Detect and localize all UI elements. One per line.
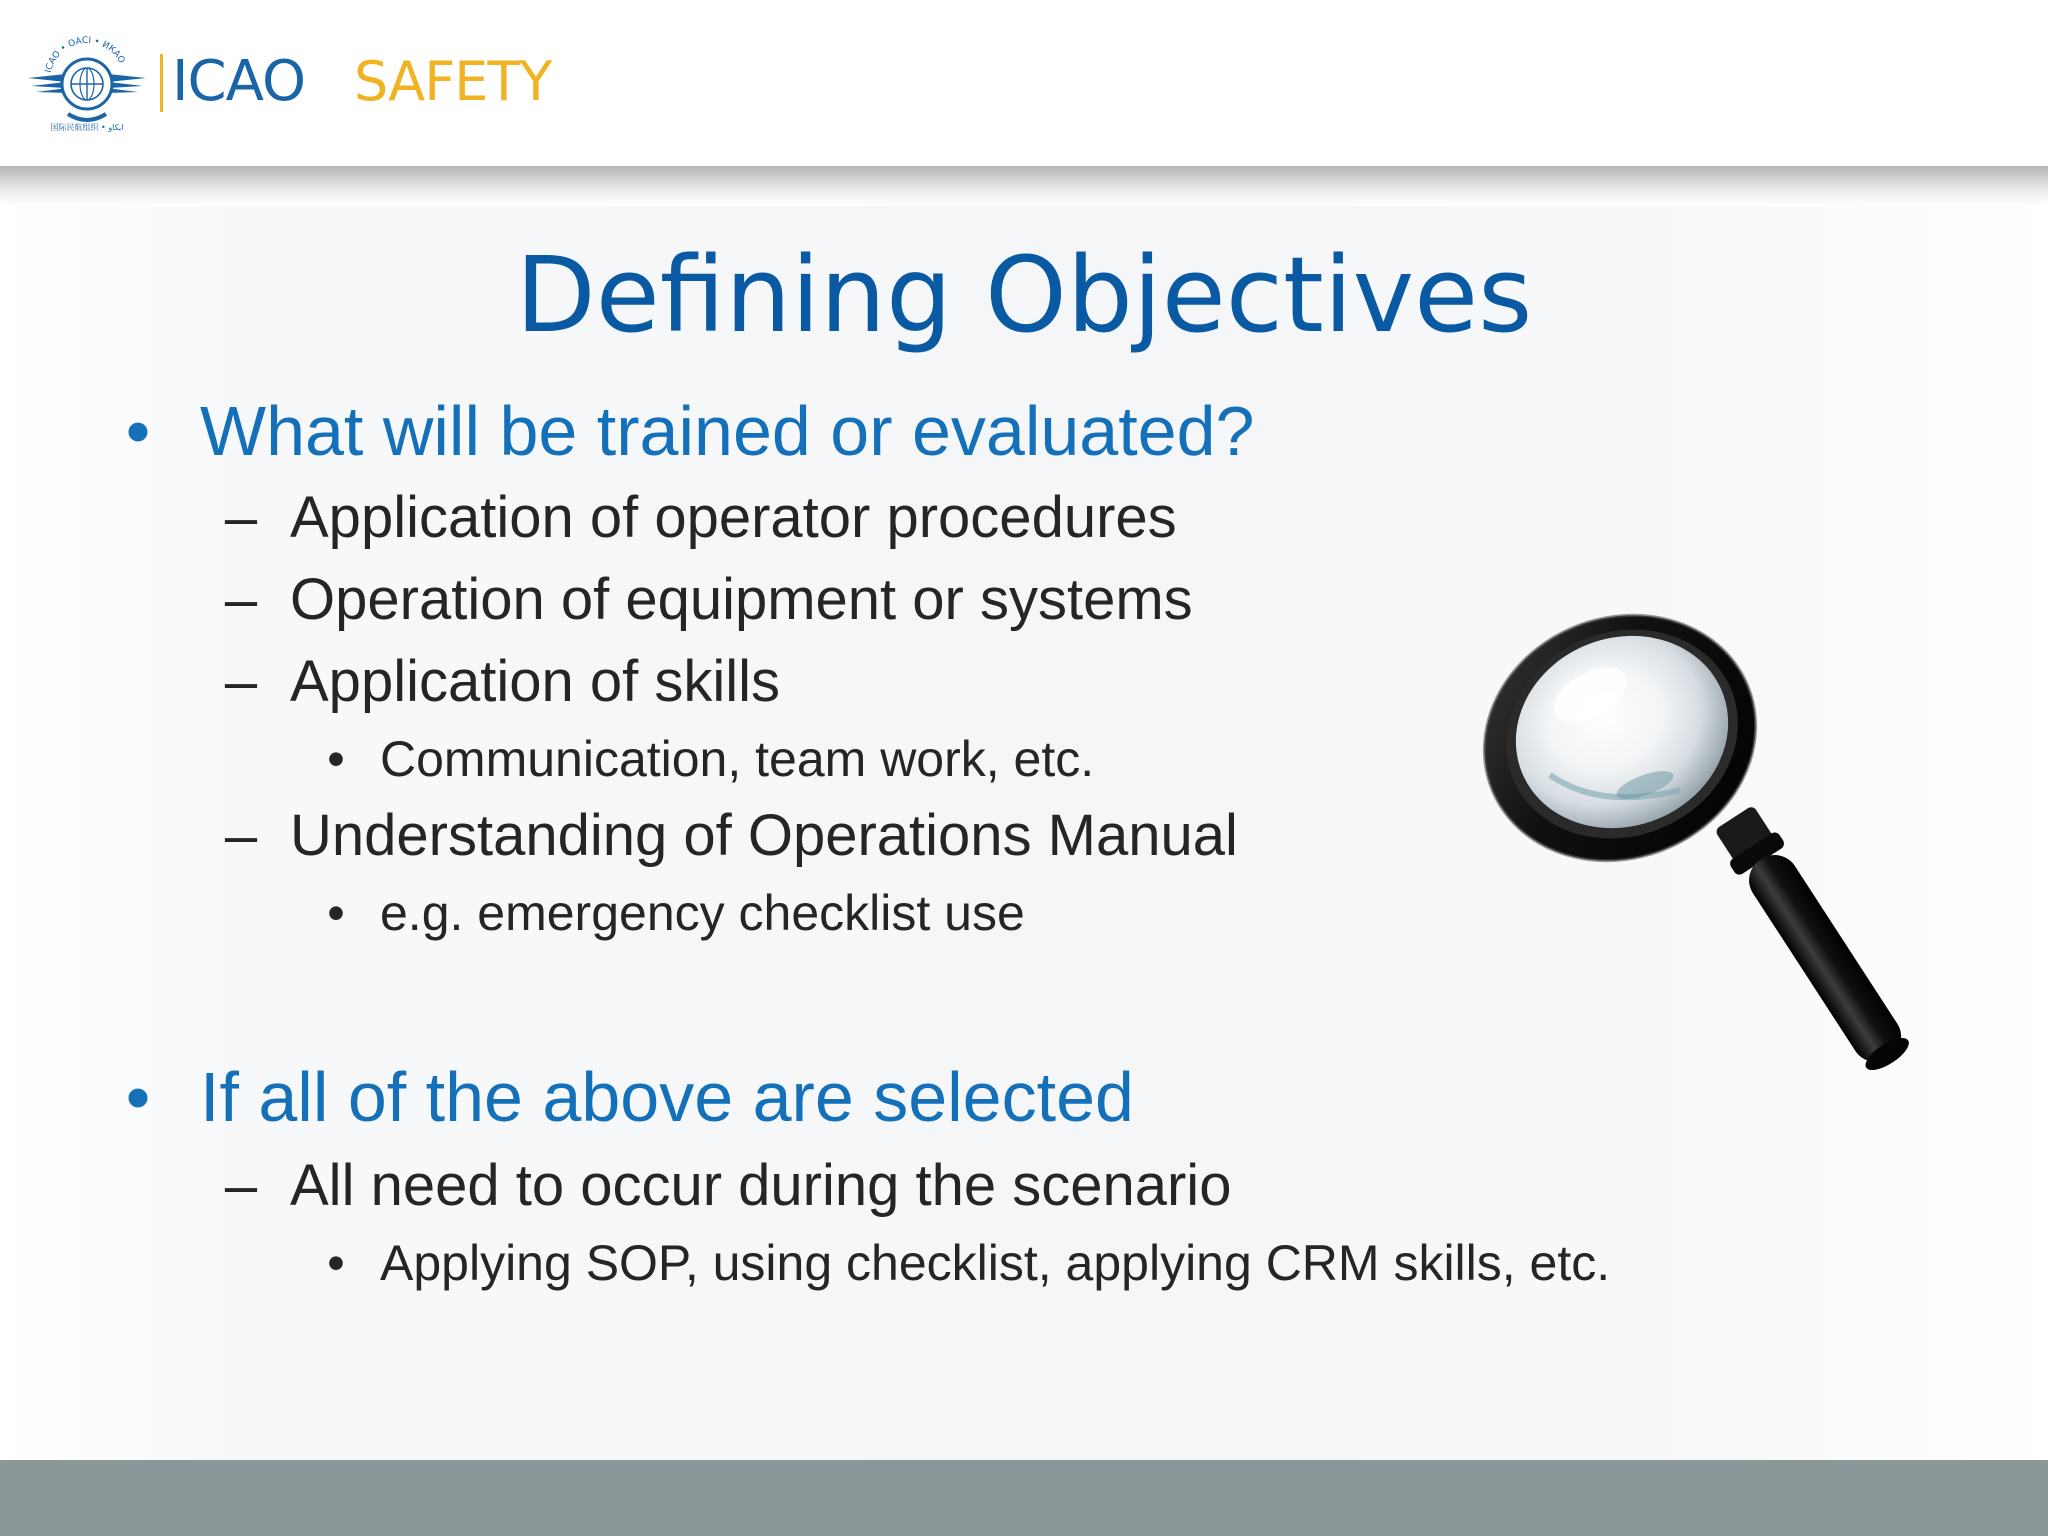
bullet-marker: •: [327, 731, 345, 787]
bullet-marker: •: [125, 392, 151, 470]
bullet-text: All need to occur during the scenario: [290, 1153, 1232, 1218]
slide-title: Defining Objectives: [515, 234, 1533, 356]
brand-name: ICAO: [172, 49, 306, 114]
bullet-text: Application of operator procedures: [290, 485, 1177, 550]
bullet-text: Communication, team work, etc.: [380, 731, 1095, 787]
svg-text:国际民航组织 • ايكاو: 国际民航组织 • ايكاو: [50, 123, 124, 132]
svg-text:ICAO • OACI • ИКАО: ICAO • OACI • ИКАО: [43, 35, 127, 74]
icao-emblem-icon: [28, 28, 146, 132]
slide-header: [0, 0, 2048, 166]
bullet-text: What will be trained or evaluated?: [200, 392, 1255, 470]
dash-marker: –: [224, 803, 258, 868]
dash-marker: –: [224, 485, 258, 550]
bullet-text: Understanding of Operations Manual: [290, 803, 1238, 868]
bullet-marker: •: [125, 1058, 151, 1136]
bullet-text: Applying SOP, using checklist, applying CRM skills, etc.: [380, 1235, 1611, 1291]
bullet-marker: •: [327, 1235, 345, 1291]
header-shadow: [0, 166, 2048, 206]
dash-marker: –: [224, 1153, 258, 1218]
bullet-text: If all of the above are selected: [200, 1058, 1134, 1136]
bullet-text: Operation of equipment or systems: [290, 567, 1193, 632]
brand-tagline: SAFETY: [354, 50, 552, 113]
magnifying-glass-icon: [1480, 560, 1980, 1090]
bullet-text: e.g. emergency checklist use: [380, 885, 1025, 941]
bullet-text: Application of skills: [290, 649, 780, 714]
dash-marker: –: [224, 567, 258, 632]
slide-footer: [0, 1460, 2048, 1536]
brand-divider: [160, 54, 163, 112]
bullet-marker: •: [327, 885, 345, 941]
dash-marker: –: [224, 649, 258, 714]
